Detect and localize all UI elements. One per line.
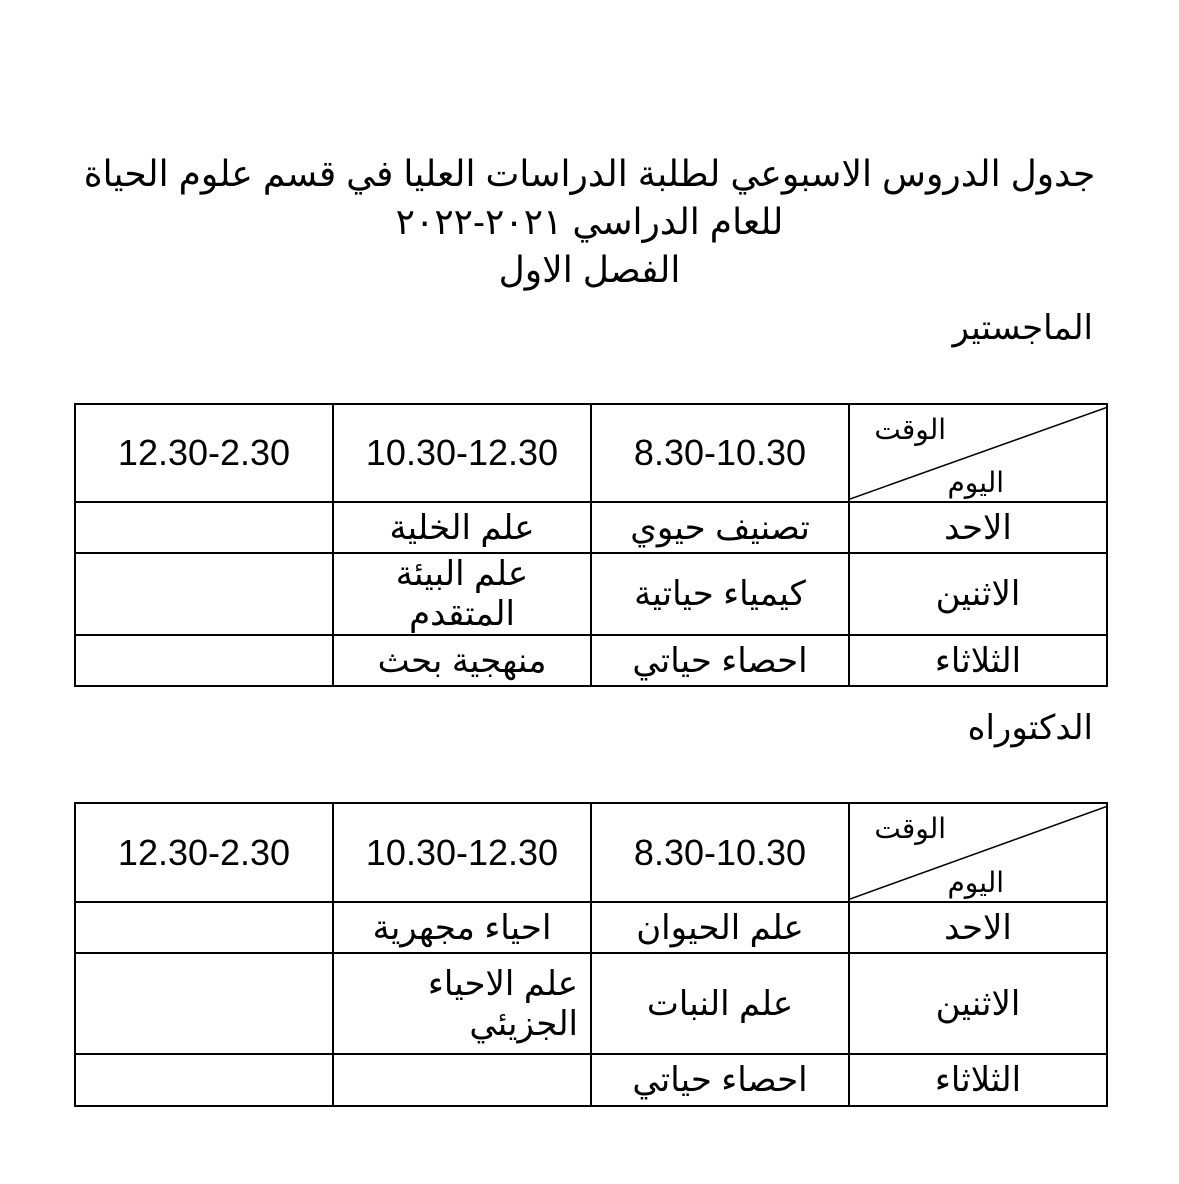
masters-schedule-table (74, 403, 1108, 687)
corner-day-label: اليوم (947, 867, 1004, 898)
title-line-1: جدول الدروس الاسبوعي لطلبة الدراسات العليا في قسم علوم الحياة (83, 153, 1096, 194)
course-cell: احياء مجهرية (333, 902, 591, 953)
corner-cell (849, 404, 1107, 502)
title-line-3: الفصل الاول (498, 249, 681, 290)
course-cell (333, 1054, 591, 1106)
time-header: 10.30-12.30 (333, 803, 591, 902)
course-cell: علم النبات (591, 953, 849, 1054)
day-cell: الاثنين (849, 553, 1107, 635)
table-row (75, 502, 1107, 553)
course-cell (75, 635, 333, 686)
course-cell (75, 902, 333, 953)
table-row (75, 953, 1107, 1054)
doctorate-label: الدكتوراه (967, 709, 1093, 747)
course-cell: علم الخلية (333, 502, 591, 553)
course-line: علم الاحياء (427, 964, 578, 1003)
time-header: 12.30-2.30 (75, 404, 333, 502)
course-cell (75, 953, 333, 1054)
title-line-2: للعام الدراسي ٢٠٢١-٢٠٢٢ (395, 201, 784, 242)
corner-time-label: الوقت (874, 414, 946, 445)
table-header-row (75, 803, 1107, 902)
corner-time-label: الوقت (874, 813, 946, 844)
course-cell: احصاء حياتي (591, 1054, 849, 1106)
table-row (75, 902, 1107, 953)
course-cell (333, 953, 591, 1054)
course-cell: منهجية بحث (333, 635, 591, 686)
doctorate-schedule-table (74, 802, 1108, 1107)
corner-cell (849, 803, 1107, 902)
table-row (75, 553, 1107, 635)
course-line: الجزيئي (469, 1004, 578, 1043)
time-header: 10.30-12.30 (333, 404, 591, 502)
document-title (0, 150, 1179, 294)
course-cell: كيمياء حياتية (591, 553, 849, 635)
time-header: 12.30-2.30 (75, 803, 333, 902)
masters-label: الماجستير (952, 309, 1093, 347)
day-cell: الثلاثاء (849, 635, 1107, 686)
table-row (75, 635, 1107, 686)
course-cell: علم الحيوان (591, 902, 849, 953)
time-header: 8.30-10.30 (591, 404, 849, 502)
course-cell: علم البيئة المتقدم (333, 553, 591, 635)
course-cell: تصنيف حيوي (591, 502, 849, 553)
course-cell (75, 502, 333, 553)
course-cell (75, 1054, 333, 1106)
day-cell: الثلاثاء (849, 1054, 1107, 1106)
day-cell: الاحد (849, 502, 1107, 553)
table-row (75, 1054, 1107, 1106)
corner-day-label: اليوم (947, 467, 1004, 498)
day-cell: الاحد (849, 902, 1107, 953)
course-cell (75, 553, 333, 635)
day-cell: الاثنين (849, 953, 1107, 1054)
course-cell: احصاء حياتي (591, 635, 849, 686)
table-header-row (75, 404, 1107, 502)
time-header: 8.30-10.30 (591, 803, 849, 902)
